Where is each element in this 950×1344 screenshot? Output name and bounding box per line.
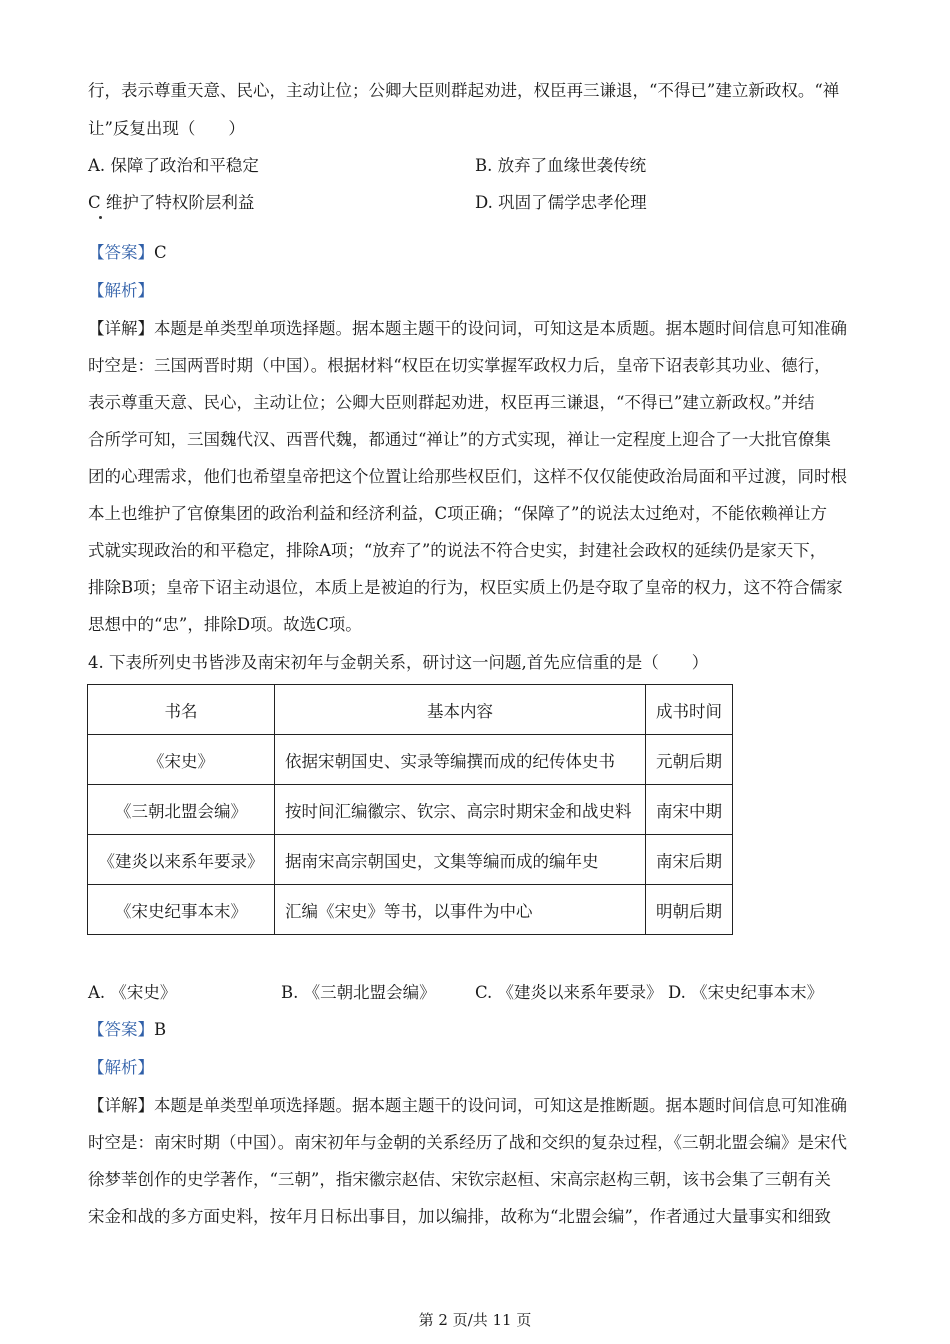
answer-value: C [154, 243, 167, 262]
q3-detail-line-8: 排除B项；皇帝下诏主动退位，本质上是被迫的行为，权臣实质上仍是夺取了皇帝的权力，这不符合儒家 [88, 578, 843, 597]
table-cell: 元朝后期 [646, 735, 733, 785]
answer-tag: 【答案】 [88, 1020, 154, 1039]
detail-tag: 【详解】 [88, 1096, 154, 1115]
answer-tag: 【答案】 [88, 243, 154, 262]
table-cell: 汇编《宋史》等书，以事件为中心 [275, 885, 646, 935]
detail-text: 本题是单类型单项选择题。据本题主题干的设问词，可知这是推断题。据本题时间信息可知准确 [154, 1096, 847, 1115]
q3-option-b[interactable]: B. 放弃了血缘世袭传统 [475, 156, 647, 175]
q4-option-b[interactable]: B. 《三朝北盟会编》 [281, 983, 436, 1002]
q3-option-a[interactable]: A. 保障了政治和平稳定 [88, 156, 259, 175]
stray-dot [99, 216, 102, 219]
q3-options-row-2 [88, 191, 868, 215]
table-cell: 据南宋高宗朝国史，文集等编而成的编年史 [275, 835, 646, 885]
table-row [88, 885, 733, 935]
table-cell: 南宋后期 [646, 835, 733, 885]
q3-stem-line-2: 让”反复出现（ ） [88, 119, 245, 138]
detail-text: 本题是单类型单项选择题。据本题主题干的设问词，可知这是本质题。据本题时间信息可知准确 [154, 319, 847, 338]
table-cell: 《宋史》 [88, 735, 275, 785]
q4-stem: 4. 下表所列史书皆涉及南宋初年与金朝关系，研讨这一问题,首先应信重的是（ ） [88, 653, 709, 672]
q3-detail-line-5: 团的心理需求，他们也希望皇帝把这个位置让给那些权臣们，这样不仅仅能使政治局面和平过渡，同时根 [88, 467, 847, 486]
table-cell: 《三朝北盟会编》 [88, 785, 275, 835]
q4-options-row [88, 981, 868, 1005]
detail-tag: 【详解】 [88, 319, 154, 338]
table-cell: 依据宋朝国史、实录等编撰而成的纪传体史书 [275, 735, 646, 785]
q4-option-c[interactable]: C. 《建炎以来系年要录》 [475, 983, 663, 1002]
q3-options-row-1 [88, 154, 868, 178]
table-cell: 《宋史纪事本末》 [88, 885, 275, 935]
q3-detail-line-7: 式就实现政治的和平稳定，排除A项；“放弃了”的说法不符合史实，封建社会政权的延续仍是家天下， [88, 541, 827, 560]
table-cell: 按时间汇编徽宗、钦宗、高宗时期宋金和战史料 [275, 785, 646, 835]
table-row [88, 835, 733, 885]
q4-option-a[interactable]: A. 《宋史》 [88, 983, 177, 1002]
q3-detail-line-6: 本上也维护了官僚集团的政治利益和经济利益，C项正确；“保障了”的说法太过绝对，不能依赖禅让方 [88, 504, 827, 523]
q3-answer [88, 241, 868, 265]
q3-option-c[interactable]: C 维护了特权阶层利益 [88, 193, 255, 212]
answer-value: B [154, 1020, 167, 1039]
table-header-cell: 成书时间 [646, 685, 733, 735]
q4-answer [88, 1018, 868, 1042]
table-header-cell: 基本内容 [275, 685, 646, 735]
table-row [88, 785, 733, 835]
q4-detail-line-4: 宋金和战的多方面史料，按年月日标出事目，加以编排，故称为“北盟会编”，作者通过大量事实和细致 [88, 1207, 831, 1226]
q3-stem-line-1: 行，表示尊重天意、民心，主动让位；公卿大臣则群起劝进，权臣再三谦退，“不得已”建立新政权。“禅 [88, 81, 840, 100]
q3-analysis-tag: 【解析】 [88, 281, 154, 300]
table-header-row [88, 685, 733, 735]
q4-detail-line-1 [88, 1094, 868, 1118]
table-cell: 南宋中期 [646, 785, 733, 835]
q3-detail-line-4: 合所学可知，三国魏代汉、西晋代魏，都通过“禅让”的方式实现，禅让一定程度上迎合了一大批官僚集 [88, 430, 831, 449]
table-cell: 明朝后期 [646, 885, 733, 935]
table-row [88, 735, 733, 785]
page-number-footer: 第 2 页/共 11 页 [418, 1311, 532, 1329]
q3-detail-line-1 [88, 317, 868, 341]
q3-option-d[interactable]: D. 巩固了儒学忠孝伦理 [475, 193, 647, 212]
q4-detail-line-2: 时空是：南宋时期（中国）。南宋初年与金朝的关系经历了战和交织的复杂过程，《三朝北盟会编》是宋代 [88, 1133, 847, 1152]
table-cell: 《建炎以来系年要录》 [88, 835, 275, 885]
q3-detail-line-2: 时空是：三国两晋时期（中国）。根据材料“权臣在切实掌握军政权力后，皇帝下诏表彰其功业、德行， [88, 356, 831, 375]
q4-source-table [87, 684, 733, 935]
q3-detail-line-9: 思想中的“忠”，排除D项。故选C项。 [88, 615, 362, 634]
q4-detail-line-3: 徐梦莘创作的史学著作，“三朝”，指宋徽宗赵佶、宋钦宗赵桓、宋高宗赵构三朝，该书会集了三朝有关 [88, 1170, 831, 1189]
q3-detail-line-3: 表示尊重天意、民心，主动让位；公卿大臣则群起劝进，权臣再三谦退，“不得已”建立新政权。”并结 [88, 393, 815, 412]
table-header-cell: 书名 [88, 685, 275, 735]
q4-analysis-tag: 【解析】 [88, 1058, 154, 1077]
q4-option-d[interactable]: D. 《宋史纪事本末》 [668, 983, 824, 1002]
